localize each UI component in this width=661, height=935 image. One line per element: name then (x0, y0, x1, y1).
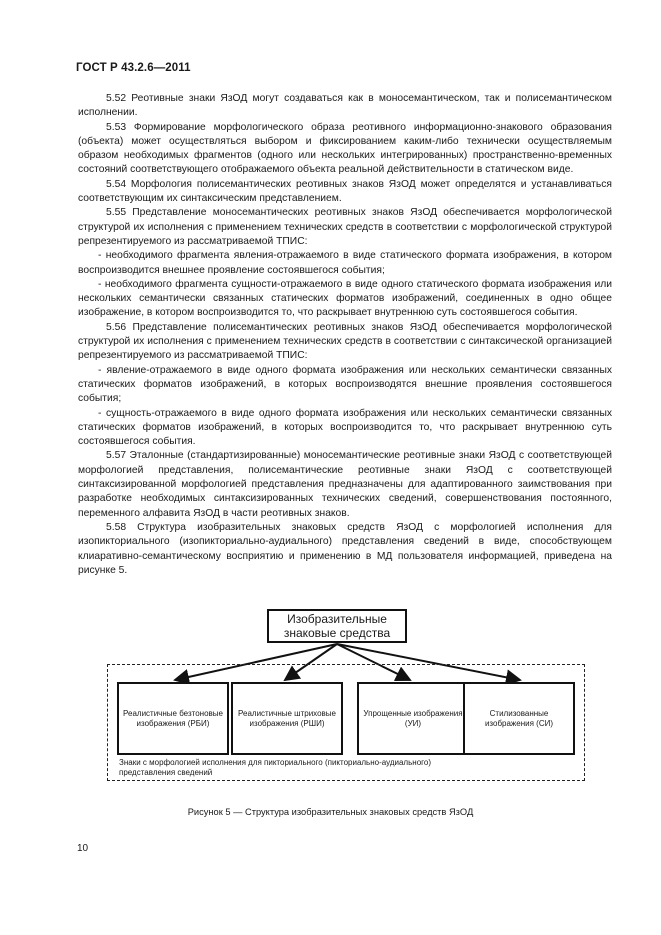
list-item: - необходимого фрагмента явления-отражаемого в виде статического формата изображения, в котором воспроизводится внешнее проявление состоявшегося события; (78, 250, 612, 276)
paragraph: 5.53 Формирование морфологического образа реотивного информационно-знакового образования (объекта) может осуществляться выбором и фиксированием каким-либо технически осуществляемым образом необходимых фрагментов (одного или нескольких интегрированных) пространственно-временных состояний соответствующего отображаемого объекта реальной действительности в статическом виде. (78, 121, 612, 176)
figure-box-si: Стилизованные изображения (СИ) (463, 682, 575, 755)
paragraph: 5.52 Реотивные знаки ЯзОД могут создаваться как в моносемантическом, так и полисемантическом исполнении. (78, 93, 612, 119)
paragraph: 5.54 Морфология полисемантических реотивных знаков ЯзОД может определятся и устанавливаться соответствующим их синтаксическим представлением. (78, 178, 612, 205)
figure-box-rshi: Реалистичные штриховые изображения (РШИ) (231, 682, 343, 755)
figure-top-box: Изобразительные знаковые средства (267, 609, 407, 643)
figure-box-rbi: Реалистичные безтоновые изображения (РБИ) (117, 682, 229, 755)
figure-box-ui: Упрощенные изображения (УИ) (357, 682, 469, 755)
figure-caption: Рисунок 5 — Структура изобразительных знаковых средств ЯзОД (187, 807, 474, 817)
body-text (78, 92, 612, 578)
paragraph: 5.56 Представление полисемантических реотивных знаков ЯзОД обеспечивается морфологической структурой их исполнения с применением технических средств в соответствии с синтаксической организацией репрезентируемого из рассматриваемой ТПИС: (78, 321, 612, 362)
list-item: - сущность-отражаемого в виде одного формата изображения или нескольких семантически связанных статических форматов изображений, в которых воспроизводится то, что раскрывает внутреннюю суть состоявшегося события. (78, 407, 612, 448)
paragraph: 5.57 Эталонные (стандартизированные) моносемантические реотивные знаки ЯзОД с соответствующей морфологией представления, полисемантические реотивные знаки ЯзОД с соответствующей синтаксизированной морфологией представления предназначены для адаптированного заимствования при разработке необходимых синтаксизированных технических сведений, совершенствования постоянного, переменного алфавита ЯзОД в части реотивных знаков. (78, 450, 612, 519)
paragraph: 5.58 Структура изобразительных знаковых средств ЯзОД с морфологией исполнения для изопикториального (изопикториально-аудиального) представления сведений в виде, способствующем клиаративно-семантическому восприятию и применению в МД пользователя информацией, приведена на рисунке 5. (78, 521, 612, 576)
figure-5 (105, 606, 590, 788)
document-header: ГОСТ Р 43.2.6—2011 (76, 62, 191, 74)
figure-group-note: Знаки с морфологией исполнения для пикториального (пикториально-аудиального) представления сведений (119, 758, 431, 777)
paragraph: 5.55 Представление моносемантических реотивных знаков ЯзОД обеспечивается морфологической структурой их исполнения с применением технических средств в соответствии с морфологической структурой репрезентируемого из рассматриваемой ТПИС: (78, 207, 612, 247)
list-item: - необходимого фрагмента сущности-отражаемого в виде одного статического формата изображения или нескольких семантически связанных статических форматов изображений, соединенных в одно общее изображение, в котором воспроизводится то, что раскрывает внутреннюю суть состоявшегося события. (78, 278, 612, 319)
list-item: - явление-отражаемого в виде одного формата изображения или нескольких семантически связанных статических форматов изображений, в которых воспроизводятся внешние проявления состоявшегося события; (78, 364, 612, 405)
page-number: 10 (77, 843, 89, 854)
